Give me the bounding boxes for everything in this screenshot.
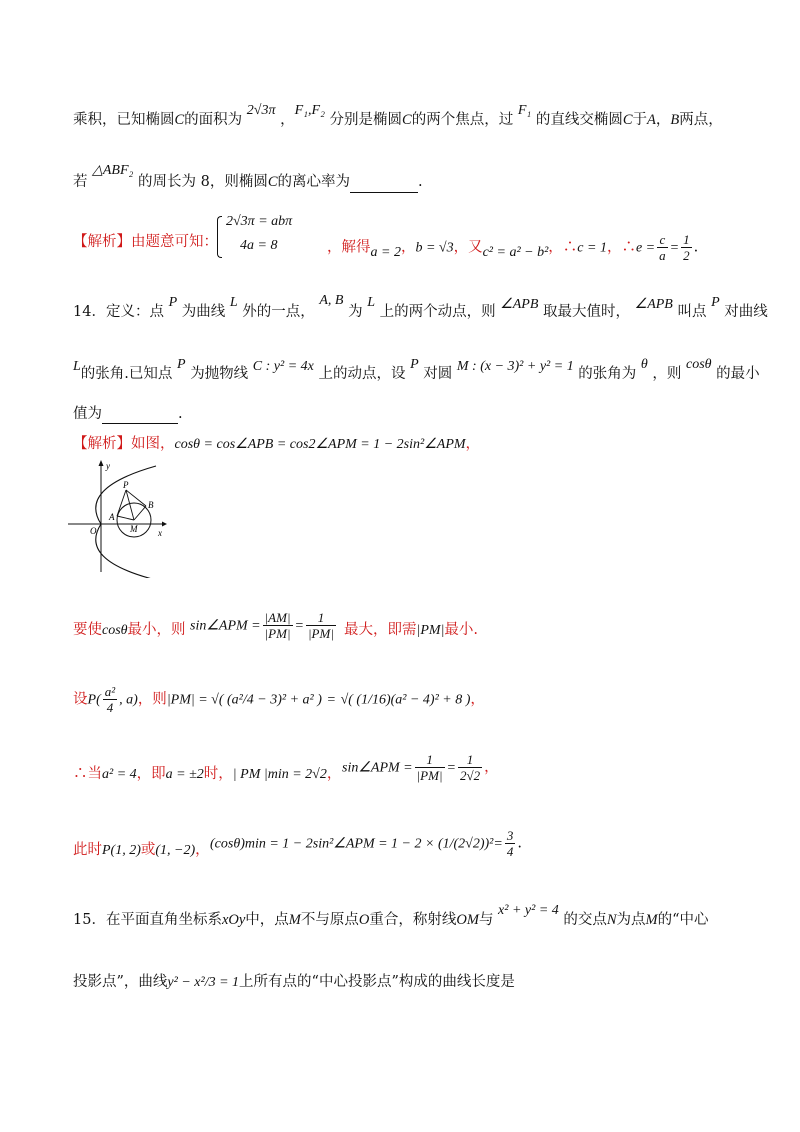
q14-line-3: [73, 404, 183, 424]
line-PA: [117, 490, 126, 516]
label-y: y: [106, 461, 110, 471]
solution-14-row-1-math: [190, 610, 338, 641]
text: ，: [195, 842, 210, 858]
text: 的直线交椭圆: [535, 112, 623, 128]
theta: θ: [640, 357, 648, 372]
equals: =: [669, 240, 680, 256]
text: 不与原点: [300, 912, 359, 928]
fraction-c-over-a: [657, 232, 668, 263]
equals: =: [326, 692, 336, 708]
sin-APM: sin∠APM =: [342, 760, 413, 776]
label-A: A: [109, 512, 115, 522]
angle-APB: ∠APB: [500, 297, 539, 312]
var-C: C: [622, 112, 633, 128]
text: 对圆: [423, 366, 453, 382]
text: 取最大值时，: [543, 304, 631, 320]
condition: a² = 4: [102, 767, 137, 782]
var-L: L: [229, 295, 238, 310]
answer-blank: [102, 423, 178, 424]
var-OM: OM: [456, 912, 479, 928]
text: 的离心率为: [277, 174, 351, 190]
a-value: a = 2: [370, 244, 401, 260]
equals: =: [294, 618, 304, 634]
text: 最大，即需: [344, 622, 417, 638]
circle-eq: x² + y² = 4: [498, 903, 559, 918]
numerator: 1: [458, 752, 482, 768]
text: 设: [73, 691, 88, 708]
text: 此时: [73, 842, 102, 858]
var-P: P: [410, 357, 419, 372]
parabola-eq: C : y² = 4x: [252, 359, 314, 374]
text: 的面积为: [184, 112, 243, 128]
text: 的周长为 8，则椭圆: [138, 174, 268, 190]
text: ，则: [137, 691, 167, 708]
c-value: c = 1: [577, 240, 607, 256]
denominator: a: [659, 248, 666, 263]
q15-line-1: [73, 903, 709, 931]
text: 中，点: [245, 912, 289, 928]
text: 时，: [203, 766, 233, 782]
x-axis-arrow: [162, 522, 167, 527]
var-P: P: [177, 357, 186, 372]
c-relation: c² = a² − b²: [482, 244, 549, 260]
text: 的交点: [563, 912, 607, 928]
text: 重合，称射线: [369, 912, 457, 928]
fraction-one-half: [681, 232, 692, 263]
denominator: |PM|: [416, 768, 443, 783]
text: ，: [400, 239, 416, 256]
var-N: N: [606, 912, 617, 928]
text: 最小，则: [127, 622, 186, 638]
text: 上的两个动点，则: [379, 304, 496, 320]
text: 的两个焦点，过: [411, 112, 514, 128]
text: 的最小: [716, 366, 760, 382]
fraction-a2-4: [103, 684, 117, 715]
system-brace: [217, 216, 222, 258]
point-2: (1, −2): [155, 843, 196, 858]
text: ，则: [652, 366, 682, 382]
text: 外的一点，: [242, 304, 315, 320]
var-xOy: xOy: [221, 912, 246, 928]
numerator: |AM|: [264, 610, 291, 625]
y-axis-arrow: [99, 460, 104, 466]
numerator: 1: [306, 610, 336, 626]
q15-line-2: [73, 972, 515, 993]
text: ，∴: [606, 239, 636, 256]
text: ，解得: [327, 239, 371, 256]
text: 为点: [616, 912, 646, 928]
text: 或: [140, 842, 156, 858]
text: .: [693, 239, 699, 256]
numerator: 1: [415, 752, 445, 768]
q14-line-1: [73, 293, 768, 323]
text: 与: [478, 912, 494, 928]
solution-14-row-4-math: [210, 828, 522, 859]
solution-14-intro: [73, 434, 480, 455]
text: 叫点: [677, 304, 707, 320]
numerator: 1: [683, 232, 690, 247]
solution-14-row-1: [73, 620, 186, 641]
var-O: O: [358, 912, 370, 928]
point-1: P(1, 2): [102, 843, 141, 858]
line-BM: [134, 506, 146, 520]
fraction-AM-PM: [263, 610, 293, 641]
text: 投影点”，曲线: [73, 974, 168, 990]
text: ，即: [136, 766, 166, 782]
e-lhs: e =: [635, 240, 656, 256]
abs-PM: |PM|: [416, 623, 445, 638]
var-C: C: [402, 112, 412, 128]
var-L: L: [73, 359, 81, 374]
solution-14-row-4: [73, 840, 210, 861]
question-number: 15．在平面直角坐标系: [73, 912, 222, 928]
q13-line-1: 乘积，已知椭圆C的面积为 2√3π ，F₁,F₂ 分别是椭圆C的两个焦点，过 F₁ 的直线交椭圆C于A，B两点，: [73, 103, 723, 128]
denominator: 2√2: [459, 768, 481, 783]
foci: F₁,F₂: [294, 103, 325, 118]
focus-F1: F₁: [517, 103, 532, 118]
text: ，又: [453, 239, 483, 256]
text: 乘积，已知椭圆: [73, 112, 175, 128]
text: 为: [348, 304, 363, 320]
cos-identity: cosθ = cos∠APB = cos2∠APM = 1 − 2sin²∠APM: [174, 437, 466, 452]
numerator: 3: [506, 828, 514, 843]
label-B: B: [148, 500, 154, 510]
text: 值为: [73, 406, 102, 422]
var-P: P: [711, 295, 720, 310]
question-number: 14．定义：点: [73, 304, 164, 320]
solution-13-rest: [327, 232, 698, 263]
system-eq-1: 2√3π = abπ: [226, 214, 293, 229]
text: 的“中心: [657, 912, 709, 928]
fraction-1-PM: [306, 610, 336, 641]
solution-tag: 【解析】: [73, 234, 131, 250]
text: .: [517, 835, 522, 852]
cos-min-expr: (cosθ)min = 1 − 2sin²∠APM = 1 − 2 × (1/(2√2))²: [210, 836, 494, 852]
var-AB: A, B: [319, 293, 344, 308]
text: 于: [632, 112, 648, 128]
text: 的张角.已知点: [80, 366, 173, 382]
numerator: a²: [104, 684, 116, 699]
text: ∴当: [73, 766, 102, 782]
denominator: |PM|: [264, 626, 291, 641]
line-AM: [117, 516, 134, 520]
text: ，: [470, 691, 485, 708]
text: 最小.: [444, 622, 479, 638]
solution-14-row-3: [73, 764, 341, 785]
text: 上的动点，设: [318, 366, 406, 382]
solution-14-row-3-math: [342, 752, 499, 783]
fraction-3-4: [505, 828, 516, 859]
text: 为曲线: [181, 304, 226, 320]
denominator: 4: [106, 700, 114, 715]
label-P: P: [123, 480, 129, 490]
line-PM: [126, 490, 134, 520]
hyperbola-eq: y² − x²/3 = 1: [167, 975, 240, 990]
var-C: C: [174, 112, 185, 128]
equals: =: [493, 836, 503, 852]
triangle: △ABF₂: [92, 163, 134, 178]
pm-expr-2: √( (1/16)(a² − 4)² + 8 ): [340, 692, 471, 708]
parabola-circle-figure: [68, 458, 168, 578]
area-value: 2√3π: [246, 103, 276, 118]
cos-theta: cosθ: [686, 357, 712, 372]
denominator: |PM|: [307, 626, 334, 641]
sin-APM: sin∠APM =: [190, 618, 261, 634]
text: .: [178, 406, 183, 422]
pm-expr-1: |PM| = √( (a²/4 − 3)² + a² ): [166, 692, 322, 708]
var-B: B: [670, 112, 680, 128]
var-P: P: [87, 692, 97, 708]
text: ，: [484, 759, 499, 776]
denominator: 2: [683, 248, 690, 263]
text: 由题意可知：: [131, 234, 218, 250]
coord-a: , a: [119, 692, 134, 708]
label-O: O: [90, 526, 97, 536]
var-M: M: [645, 912, 658, 928]
q13-line-2: [73, 163, 423, 193]
text: 为抛物线: [190, 366, 249, 382]
fraction-1-PM: [415, 752, 445, 783]
text: 的张角为: [578, 366, 637, 382]
equals: =: [446, 760, 456, 776]
fraction-1-2root2: [458, 752, 482, 783]
text: ，: [465, 436, 481, 452]
text: ，: [326, 766, 342, 782]
solution-14-row-1-tail: [344, 620, 478, 641]
q14-line-2: [73, 357, 760, 385]
text: 两点，: [679, 112, 723, 128]
system-eq-2: 4a = 8: [240, 238, 278, 253]
solution-13-intro: [73, 232, 218, 252]
label-x: x: [158, 528, 162, 538]
var-P: P: [168, 295, 178, 310]
circle-eq: M : (x − 3)² + y² = 1: [456, 359, 574, 374]
solution-14-row-2: 设P( $\frac{\text{a²}}{4}$ , a)，则|PM| = √( (a²/4 − 3)² + a² ) = √( (1/16)(a² − 4)² + 8 )，: [73, 684, 485, 715]
numerator: c: [657, 232, 668, 248]
text: 要使: [73, 622, 102, 638]
text: 分别是椭圆: [329, 112, 403, 128]
denominator: 4: [506, 844, 514, 859]
text: 如图，: [131, 436, 175, 452]
label-M: M: [130, 524, 138, 534]
a-value: a = ±2: [165, 767, 204, 782]
var-C: C: [267, 174, 278, 190]
text: .: [418, 174, 423, 190]
solution-tag: 【解析】: [73, 436, 131, 452]
text: 若: [73, 174, 88, 190]
text: 上所有点的“中心投影点”构成的曲线长度是: [239, 974, 515, 990]
var-A: A: [647, 112, 656, 128]
angle-APB: ∠APB: [634, 297, 673, 312]
text: 对曲线: [724, 304, 768, 320]
var-L: L: [367, 295, 375, 310]
cos-theta: cosθ: [102, 623, 128, 638]
text: ，∴: [548, 239, 578, 256]
b-value: b = √3: [415, 240, 454, 256]
var-M: M: [288, 912, 301, 928]
pm-min: | PM |min = 2√2: [232, 767, 327, 782]
answer-blank: [350, 192, 418, 193]
